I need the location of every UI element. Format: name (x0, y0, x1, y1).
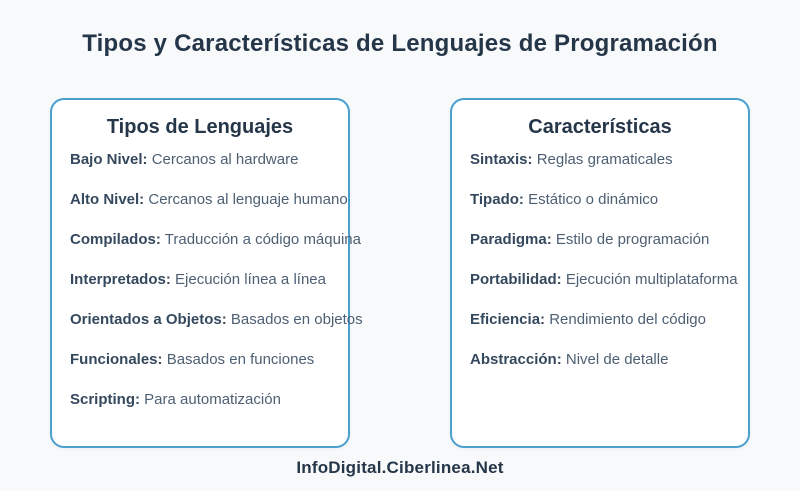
item-label: Interpretados: (70, 271, 171, 288)
list-item (470, 191, 730, 208)
item-value: Estático o dinámico (528, 191, 659, 208)
item-value: Para automatización (144, 391, 281, 408)
list-item (70, 271, 330, 288)
list-item (470, 231, 730, 248)
item-value: Nivel de detalle (565, 351, 669, 368)
item-label: Orientados a Objetos: (70, 311, 227, 328)
item-value: Reglas gramaticales (536, 151, 673, 168)
item-label: Scripting: (70, 391, 140, 408)
item-label: Compilados: (70, 231, 161, 248)
list-item (70, 391, 330, 408)
item-value: Ejecución multiplataforma (565, 271, 738, 288)
list-item (70, 191, 348, 208)
cards-row (0, 98, 800, 448)
item-label: Portabilidad: (470, 271, 562, 288)
item-label: Bajo Nivel: (70, 151, 148, 168)
item-label: Eficiencia: (470, 311, 546, 328)
list-item (70, 151, 330, 168)
item-value: Cercanos al hardware (151, 151, 299, 168)
item-value: Basados en objetos (230, 311, 363, 328)
item-label: Tipado: (470, 191, 524, 208)
list-item (470, 351, 730, 368)
item-value: Ejecución línea a línea (175, 271, 326, 288)
tipos-item-list (70, 151, 363, 408)
list-item (70, 231, 361, 248)
list-item (470, 271, 738, 288)
list-item (70, 311, 363, 328)
item-value: Estilo de programación (555, 231, 710, 248)
item-label: Funcionales: (70, 351, 163, 368)
list-item (470, 151, 730, 168)
footer-watermark: InfoDigital.Ciberlinea.Net (296, 458, 504, 477)
item-label: Abstracción: (470, 351, 562, 368)
item-label: Paradigma: (470, 231, 552, 248)
page-title: Tipos y Características de Lenguajes de Programación (82, 30, 718, 57)
item-value: Basados en funciones (166, 351, 315, 368)
item-label: Sintaxis: (470, 151, 533, 168)
card-caracteristicas (450, 98, 750, 448)
card-tipos-de-lenguajes (50, 98, 363, 448)
item-value: Cercanos al lenguaje humano (148, 191, 348, 208)
card-title-caracteristicas: Características (528, 116, 672, 138)
caracteristicas-item-list (470, 151, 738, 368)
item-value: Rendimiento del código (549, 311, 706, 328)
card-title-tipos: Tipos de Lenguajes (106, 116, 294, 138)
list-item (70, 351, 330, 368)
list-item (470, 311, 730, 328)
item-label: Alto Nivel: (70, 191, 145, 208)
item-value: Traducción a código máquina (164, 231, 361, 248)
